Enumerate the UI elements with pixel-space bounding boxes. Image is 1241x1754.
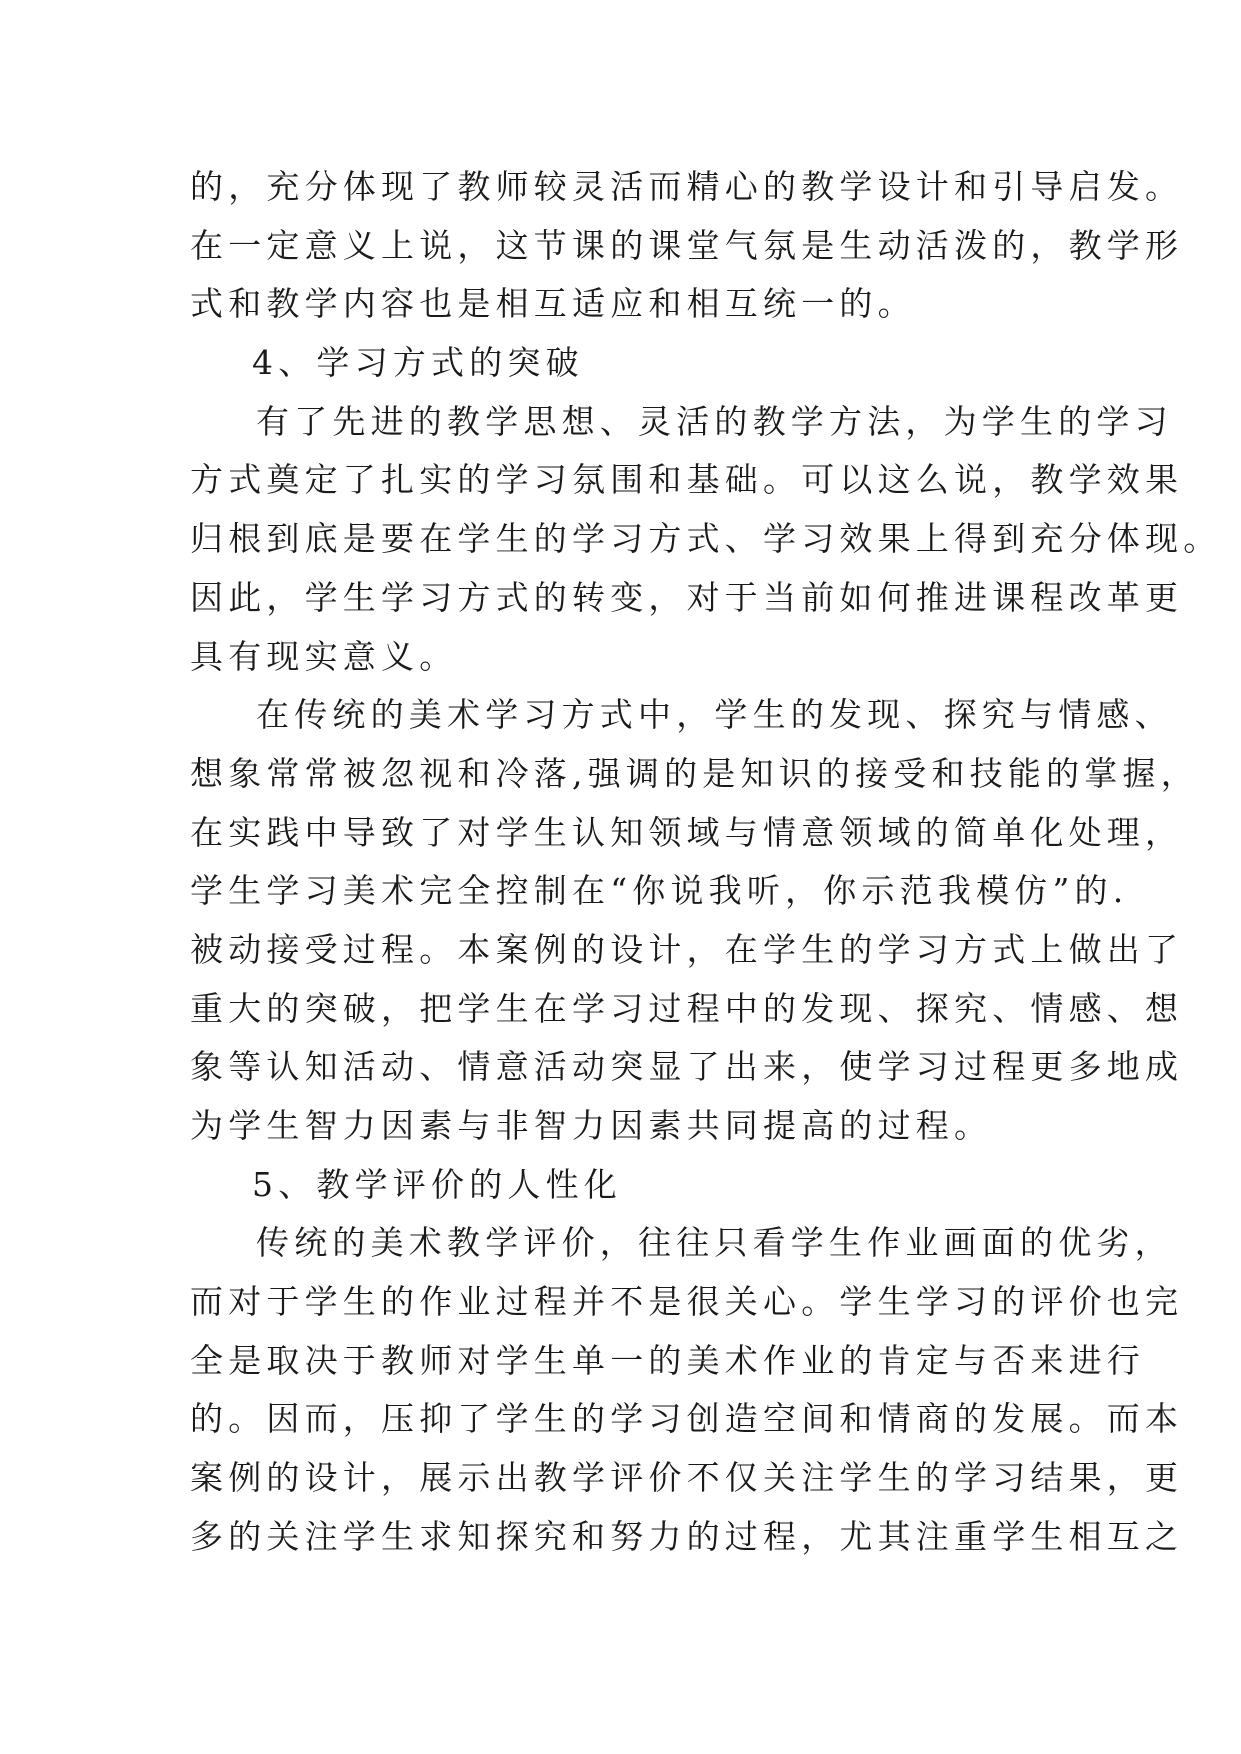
paragraph-line: 方式奠定了扎实的学习氛围和基础。可以这么说，教学效果	[190, 460, 1184, 500]
paragraph-line: 重大的突破，把学生在学习过程中的发现、探究、情感、想	[190, 988, 1184, 1028]
paragraph-line: 归根到底是要在学生的学习方式、学习效果上得到充分体现。	[190, 519, 1222, 559]
document-page	[190, 158, 1222, 1567]
paragraph-line: 在实践中导致了对学生认知领域与情意领域的简单化处理，	[190, 812, 1184, 852]
paragraph-line: 为学生智力因素与非智力因素共同提高的过程。	[190, 1106, 993, 1145]
paragraph-line: 全是取决于教师对学生单一的美术作业的肯定与否来进行	[190, 1340, 1145, 1380]
paragraph-line: 而对于学生的作业过程并不是很关心。学生学习的评价也完	[190, 1282, 1184, 1322]
paragraph-line: 有了先进的教学思想、灵活的教学方法，为学生的学习	[256, 401, 1173, 441]
paragraph-line: 传统的美术教学评价，往往只看学生作业画面的优劣，	[256, 1223, 1173, 1263]
paragraph-line: 被动接受过程。本案例的设计，在学生的学习方式上做出了	[190, 929, 1184, 969]
paragraph-line: 的。因而，压抑了学生的学习创造空间和情商的发展。而本	[190, 1399, 1184, 1439]
paragraph-line: 的，充分体现了教师较灵活而精心的教学设计和引导启发。	[190, 167, 1184, 206]
paragraph-line: 想象常常被忽视和冷落,强调的是知识的接受和技能的掌握，	[190, 753, 1199, 793]
paragraph-line: 多的关注学生求知探究和努力的过程，尤其注重学生相互之	[190, 1516, 1184, 1556]
paragraph-line: 在传统的美术学习方式中，学生的发现、探究与情感、	[256, 695, 1173, 735]
paragraph-line: 案例的设计，展示出教学评价不仅关注学生的学习结果，更	[190, 1458, 1184, 1498]
paragraph-line: 学生学习美术完全控制在“你说我听，你示范我模仿”的.	[190, 871, 1129, 911]
paragraph-line: 具有现实意义。	[190, 636, 458, 676]
section-heading-5: 5、教学评价的人性化	[252, 1164, 622, 1204]
paragraph-line: 因此，学生学习方式的转变，对于当前如何推进课程改革更	[190, 577, 1184, 617]
section-heading-4: 4、学习方式的突破	[252, 343, 584, 383]
paragraph-line: 在一定意义上说，这节课的课堂气氛是生动活泼的，教学形	[190, 225, 1184, 265]
paragraph-line: 式和教学内容也是相互适应和相互统一的。	[190, 284, 916, 324]
paragraph-line: 象等认知活动、情意活动突显了出来，使学习过程更多地成	[190, 1047, 1184, 1087]
